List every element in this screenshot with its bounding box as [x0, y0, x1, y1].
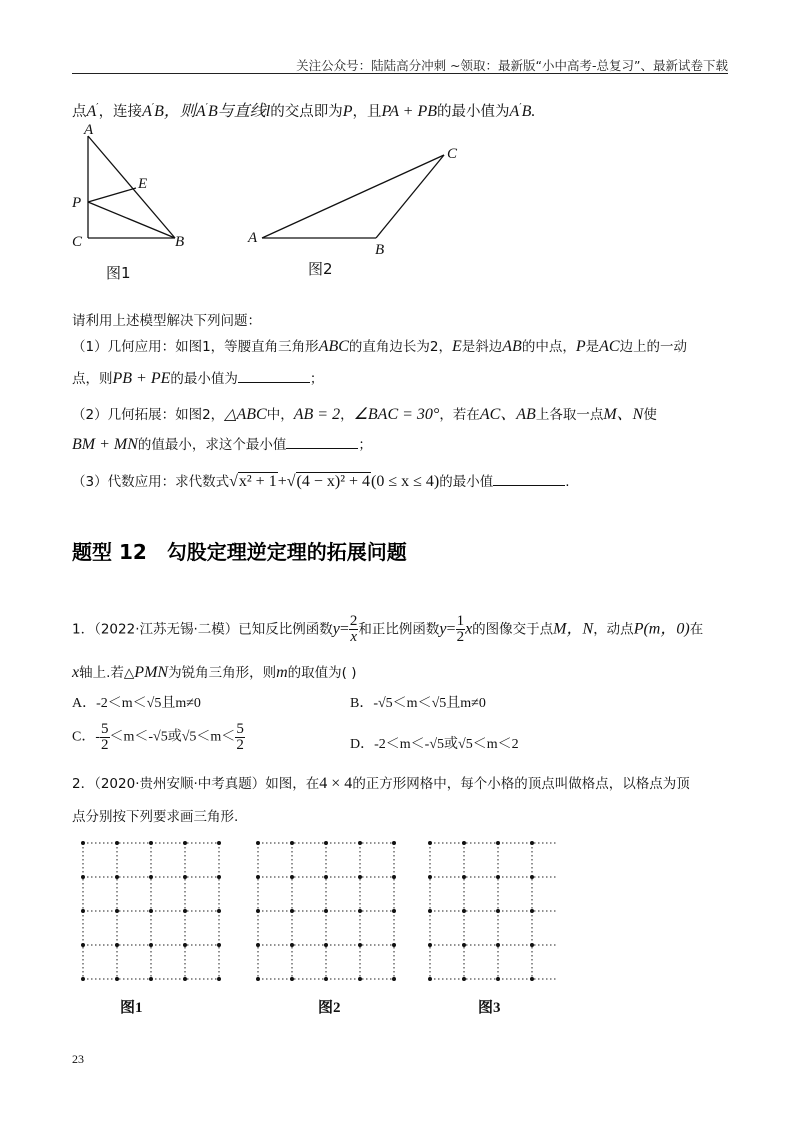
fig1-label-p: P — [72, 195, 82, 211]
q1-line2: 点，则PB + PE的最小值为 ； — [72, 370, 324, 387]
fraction-2-over-x: $\frac{2}{x}$ — [349, 613, 358, 645]
fig1-label-e: E — [138, 176, 148, 192]
option-d[interactable]: D．-2＜m＜-√5或√5＜m＜2 — [350, 737, 519, 752]
fig2-label-b: B — [375, 242, 385, 258]
fig2-label-c: C — [447, 146, 458, 162]
q1-answer-blank[interactable] — [238, 368, 310, 383]
section-title: 题型 12 勾股定理逆定理的拓展问题 — [72, 540, 407, 564]
option-a[interactable]: A．-2＜m＜√5且m≠0 — [72, 696, 201, 711]
q2-line2: BM + MN的值最小，求这个最小值 ； — [72, 436, 372, 453]
q3-answer-blank[interactable] — [493, 471, 565, 486]
q3-root-1: √x² + 1 — [229, 473, 277, 490]
q2-line1: （2）几何拓展：如图2，△ABC中，AB = 2，∠BAC = 30°，若在AC、AB上各取一点M、N使 — [72, 406, 657, 423]
fig1-label-b: B — [175, 234, 185, 250]
figure-2-diagram — [240, 138, 470, 268]
q3-root-2: √(4 − x)² + 4 — [286, 473, 371, 490]
grid-2[interactable] — [256, 841, 396, 981]
problem-1-line1: 1．（2022·江苏无锡·二模）已知反比例函数y= $\frac{2}{x}$ 和正比例函数y= $\frac{1}{2}$ x的图像交于点M，N，动点P(m，0)在 — [72, 613, 704, 645]
page-header: 关注公众号：陆陆高分冲刺 ~领取：最新版“小中高考-总复习”、最新试卷下载 — [296, 58, 728, 73]
grid-1[interactable] — [81, 841, 221, 981]
q1-line1: （1）几何应用：如图1，等腰直角三角形ABC的直角边长为2，E是斜边AB的中点，P是AC边上的一动 — [72, 338, 688, 355]
fig1-label-c: C — [72, 234, 83, 250]
figure-2-caption: 图2 — [308, 260, 333, 278]
intro-line: 点A′，连接A′B，则A′B与直线l的交点即为P，且PA + PB的最小值为A′B. — [72, 102, 536, 120]
fig2-label-a: A — [248, 230, 258, 246]
grid-2-caption: 图2 — [318, 1000, 341, 1016]
grid-1-caption: 图1 — [120, 1000, 143, 1016]
header-rule — [72, 73, 728, 74]
grid-diagrams — [78, 838, 558, 988]
problem-2-line2: 点分别按下列要求画三角形. — [72, 809, 239, 825]
q3-line: （3）代数应用：求代数式√x² + 1+√(4 − x)² + 4(0 ≤ x ≤ 4)的最小值 . — [72, 473, 570, 490]
problem-1-line2: x轴上.若△PMN为锐角三角形，则m的取值为( ) — [72, 664, 357, 681]
grid-3[interactable] — [428, 841, 558, 981]
prompt-text: 请利用上述模型解决下列问题： — [72, 313, 261, 329]
fig1-label-a: A — [84, 122, 94, 138]
q2-answer-blank[interactable] — [286, 434, 358, 449]
grid-3-caption: 图3 — [478, 1000, 501, 1016]
option-b[interactable]: B．-√5＜m＜√5且m≠0 — [350, 696, 486, 711]
page-number: 23 — [72, 1052, 84, 1066]
problem-2-line1: 2．（2020·贵州安顺·中考真题）如图，在4 × 4的正方形网格中，每个小格的顶点叫做格点，以格点为顶 — [72, 775, 690, 792]
figure-1-caption: 图1 — [106, 264, 131, 282]
option-c[interactable]: C．- $\frac{5}{2}$ ＜m＜-√5或√5＜m＜ $\frac{5}{2}$ — [72, 721, 244, 753]
fraction-1-over-2: $\frac{1}{2}$ — [456, 613, 465, 645]
